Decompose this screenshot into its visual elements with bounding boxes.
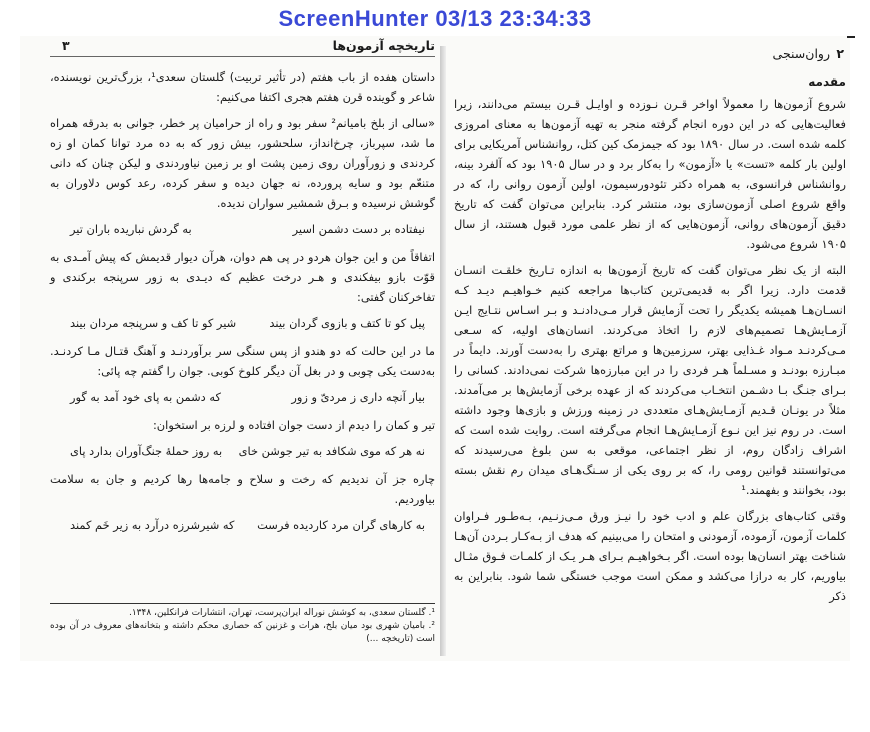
right-running-head [454,38,846,66]
left-running-head [50,38,435,57]
left-paragraph-3: اتفاقاً من و این جوان هردو در پی هم دوان، هرآن دیوار قدیمش که پیش آمـدی به قوّت بازو بیفکندی و هـر درخت عظیم که دیـدی به زور سرپنجه برکندی و تفاخرکنان گفتی: [50,250,435,304]
left-paragraph-1: داستان هفده از باب هفتم (در تأثیر تربیت) گلستان سعدی¹، بزرگ‌ترین نویسنده، شاعر و گوینده قرن هفتم هجری اکتفا می‌کنیم: [50,70,435,104]
left-paragraph-5: تیر و کمان را دیدم از دست جوان افتاده و لرزه بر استخوان: [152,418,435,432]
verse-5 [50,515,435,535]
verse-2-left: شیر کو تا کف و سرپنجه مردان بیند [70,316,237,330]
footnote-2: ². بامیان شهری بود میان بلخ، هرات و غزنین که حصاری محکم داشته و بتخانه‌های معروف در آن بوده است (تاریخچه ...) [50,621,435,644]
left-footnotes [50,603,435,646]
left-page-number: ۳ [62,38,70,53]
verse-1-right: نیفتاده بر دست دشمن اسیر [292,222,425,236]
screenhunter-watermark: ScreenHunter 03/13 23:34:33 [278,6,592,31]
right-paragraph-3: وقتی کتاب‌های بزرگان علم و ادب خود را نیـز ورق مـی‌زنـیم، بـه‌طـور فـراوان کلمات آزمون، آزموده، آزمودنی و امتحان را می‌بینیم که هدف از بـه‌کـار بـردن آن‌هـا شناخت بهتر انسان‌ها بوده است. اگر بـخواهیـم بـرای هـر یـک از کلمـات فـوق مثـال بیاوریم، کار به درازا می‌کشد و ممکن است موجب خستگی شما شود. بنابراین به ذکر [454,509,846,603]
left-page [50,38,435,658]
left-paragraph-6: چاره جز آن ندیدیم که رخت و سلاح و جامه‌ها رها کردیم و جان به سلامت بیاوردیم. [50,472,435,506]
right-paragraph-1: شروع آزمون‌ها را معمولاً اواخر قـرن نـوزده و اوایـل قـرن بیستم می‌دانند، زیرا فعالیت‌هایی که در این دوره انجام گرفته منجر به تهیه آزمون‌ها به معنای امروزی کلمه شده است. در سال ۱۸۹۰ بود که جیمزمک کین کتل، روانشناس آمریکایی برای اولین بار کلمه «تست» یا «آزمون» را به‌کار برد و در سال ۱۹۰۵ بود که آلفرد بینه، روانشناس فرانسوی، به همراه دکتر تئودورسیمون، اولین آزمون روانی را، که در واقع شروع اصلی آزمون‌سازی بود، منتشر کرد. بنابراین می‌توان گفت که تاریخ دقیق آزمون‌های روانی، آزمون‌هایی که از نظر علمی مورد قبول هستند، از سال ۱۹۰۵ شروع می‌شود. [454,97,847,251]
book-gutter [440,46,446,656]
verse-2 [50,313,435,333]
verse-3-left: که دشمن به پای خود آمد به گور [70,390,221,404]
corner-mark [847,36,855,38]
section-heading: مقدمه [808,75,846,89]
right-page-number: ۲ [836,46,844,61]
verse-1 [50,219,435,239]
right-paragraph-2: البته از یک نظر می‌توان گفت که تاریخ آزمون‌ها به اندازه تـاریخ خلقـت انسـان قدمت دارد. زیرا اگر به قدیمی‌ترین کتاب‌ها مراجعه کنیم خـواهیـم دیـد کـه انسـان‌هـا همیشه یکدیگر را تحت آزمایش قرار مـی‌دادنـد و بـر اسـاس نتـایج ایـن آزمـایش‌هـا تصمیم‌های لازم را اتخاذ می‌کردند. انسان‌های اولیه، که سـعی مـی‌کردنـد مـواد غـذایی بهتر، سرزمین‌ها و مراتع بهتری را به‌دست آورند. دایماً در مبـارزه بودنـد و مسـلماً هـر فردی را در این مبارزه‌ها شرکت نمی‌دادند. کسانی را بـرای جنـگ بـا دشـمن انتخـاب می‌کردند که از عهده برخی آزمایش‌ها بر می‌آمدند. مثلاً در یونـان قـدیم آزمـایش‌هـای متعددی در زمینه ورزش و بازی‌ها وجود داشته است. در روم نیز این نـوع آزمـایش‌هـا انجام می‌گرفته است. روایت شده است که اشراف زادگان روم، از نظر اجتماعی، موقعی به سن بلوغ می‌رسیدند که می‌توانستند قوانین رومی را، که بر روی یکی از سـنگ‌هـای میدان رم نقش بسته بود، بخوانند و بفهمند.¹ [454,263,846,497]
verse-4-left: به روز حملهٔ جنگ‌آوران بدارد پای [70,444,223,458]
verse-3 [50,387,435,407]
verse-5-left: که شیرشرزه درآرد به زیر خَم کمند [70,518,235,532]
verse-3-right: بیار آنچه داری ز مردیّ و زور [291,390,425,404]
verse-4-right: نه هر که موی شکافد به تیر جوشن خای [238,444,425,458]
left-running-title: تاریخچه آزمون‌ها [332,38,435,53]
verse-5-right: به کارهای گران مرد کاردیده فرست [257,518,425,532]
footnote-1: ¹. گلستان سعدی، به کوشش نوراله ایران‌پرست، تهران، انتشارات فرانکلین، ۱۳۴۸. [128,608,435,618]
right-page [454,38,846,658]
verse-1-left: به گردش نباریده باران تیر [70,222,192,236]
verse-2-right: پیل کو تا کتف و بازوی گردان بیند [269,316,425,330]
left-paragraph-2: «سالی از بلخ بامیانم² سفر بود و راه از حرامیان پر خطر، جوانی به بدرقه همراه ما شد، سپرباز، چرخ‌انداز، سلحشور، بیش زور که به ده مرد توانا کمان او زه کردندی و زورآوران روی زمین پشت او بر زمین نیاوردندی و لیکن چنان که دانی متنعّم بود و سایه پرورده، نه جهان دیده و سفر کرده، رعد کوس دلاوران به گوشش نرسیده و بـرق شمشیر سواران ندیده. [50,116,435,210]
left-paragraph-4: ما در این حالت که دو هندو از پس سنگی سر برآوردنـد و آهنگ قتـال مـا کردنـد. به‌دست یکی چوبی و در بغل آن دیگر کلوخ کوبی. جوان را گفتم چه پائی: [50,344,435,378]
right-running-title: روان‌سنجی [772,46,830,61]
verse-4 [50,441,435,461]
